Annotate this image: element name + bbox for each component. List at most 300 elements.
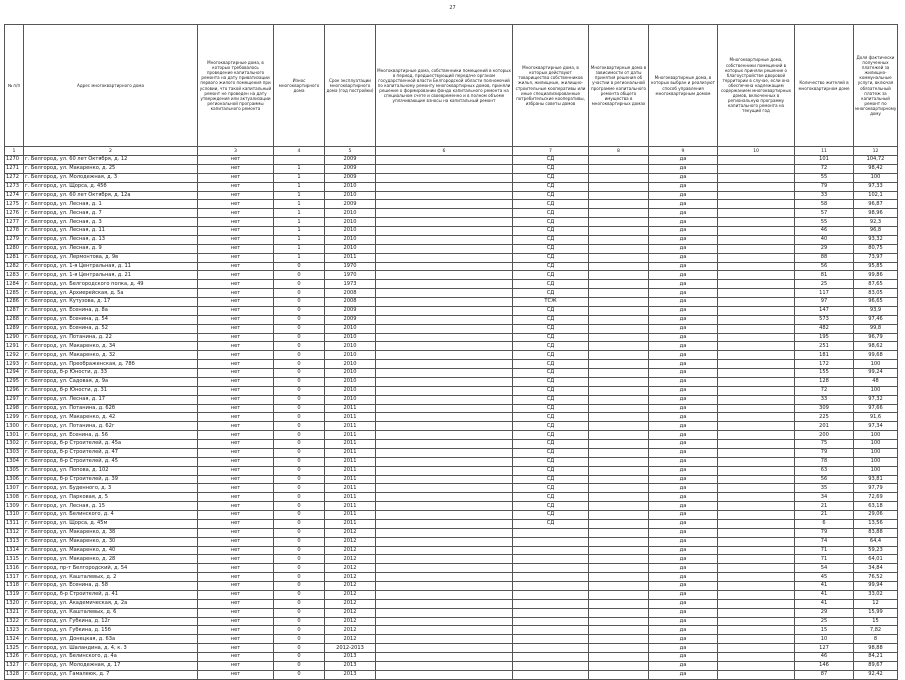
table-cell: да xyxy=(649,191,718,200)
table-cell: да xyxy=(649,235,718,244)
table-cell: 1321 xyxy=(5,608,24,617)
table-cell: 48 xyxy=(854,377,898,386)
table-cell: да xyxy=(649,617,718,626)
table-cell: 41 xyxy=(795,590,854,599)
table-cell: г. Белгород, ул. 1-я Центральная, д. 11 xyxy=(24,262,198,271)
table-cell xyxy=(376,360,513,369)
column-header: Количество жителей в многоквартирном доме xyxy=(795,25,854,147)
table-cell: 2009 xyxy=(325,164,376,173)
table-cell xyxy=(376,440,513,449)
table-cell xyxy=(718,227,795,236)
table-row xyxy=(5,599,898,608)
table-cell: нет xyxy=(198,582,274,591)
table-row xyxy=(5,200,898,209)
table-cell: г. Белгород, ул. Лесная, д. 3 xyxy=(24,218,198,227)
table-cell xyxy=(718,386,795,395)
table-cell xyxy=(589,653,649,662)
table-cell: нет xyxy=(198,164,274,173)
table-cell xyxy=(589,670,649,679)
table-cell: 2010 xyxy=(325,360,376,369)
table-cell xyxy=(718,511,795,520)
table-cell: да xyxy=(649,502,718,511)
table-cell: г. Белгород, ул. 60 лет Октября, д. 12а xyxy=(24,191,198,200)
table-cell: 84,21 xyxy=(854,653,898,662)
table-cell: СД xyxy=(513,244,589,253)
table-cell: да xyxy=(649,306,718,315)
table-cell: 33 xyxy=(795,395,854,404)
table-cell: 1298 xyxy=(5,404,24,413)
table-cell xyxy=(718,200,795,209)
table-cell xyxy=(718,653,795,662)
table-cell xyxy=(376,306,513,315)
table-cell: СД xyxy=(513,395,589,404)
table-cell: 1289 xyxy=(5,324,24,333)
table-cell: да xyxy=(649,546,718,555)
table-cell xyxy=(718,342,795,351)
table-cell xyxy=(376,369,513,378)
table-cell: 98,88 xyxy=(854,644,898,653)
table-cell: нет xyxy=(198,475,274,484)
table-cell: 87,65 xyxy=(854,280,898,289)
column-header: Доля фактически полученных платежей за жилищно-коммунальные услуги, включая обязательный платеж за капитальный ремонт по многоквартирному дому xyxy=(854,25,898,147)
table-cell: 99,24 xyxy=(854,369,898,378)
table-cell xyxy=(718,289,795,298)
table-cell: 96,79 xyxy=(854,333,898,342)
table-cell: г. Белгород, ул. Макаренко, д. 42 xyxy=(24,413,198,422)
table-row xyxy=(5,164,898,173)
table-cell: 2011 xyxy=(325,422,376,431)
table-cell xyxy=(376,413,513,422)
table-cell: 0 xyxy=(274,289,325,298)
table-cell: 1320 xyxy=(5,599,24,608)
table-cell: г. Белгород, ул. Есенина, д. 58 xyxy=(24,582,198,591)
table-cell: нет xyxy=(198,253,274,262)
table-cell: 1306 xyxy=(5,475,24,484)
column-header: № п/п xyxy=(5,25,24,147)
table-row xyxy=(5,377,898,386)
table-cell xyxy=(718,528,795,537)
table-cell: 91,6 xyxy=(854,413,898,422)
table-cell: 2008 xyxy=(325,298,376,307)
table-cell: 1302 xyxy=(5,440,24,449)
table-cell: 97,46 xyxy=(854,315,898,324)
table-cell: 89,67 xyxy=(854,661,898,670)
table-cell: 1 xyxy=(274,164,325,173)
table-cell: да xyxy=(649,608,718,617)
column-header: Многоквартирные дома, в которых требовалось проведение капитального ремонта на дату приватизации первого жилого помещения при условии, что такой капитальный ремонт не проведен на дату утверждения или актуализации региональной программы капитального ремонта xyxy=(198,25,274,147)
table-cell: 0 xyxy=(274,528,325,537)
table-cell: 172 xyxy=(795,360,854,369)
table-cell: 1324 xyxy=(5,635,24,644)
table-cell: СД xyxy=(513,280,589,289)
table-cell: 96,87 xyxy=(854,200,898,209)
table-cell: нет xyxy=(198,466,274,475)
table-cell: да xyxy=(649,351,718,360)
table-cell: 100 xyxy=(854,466,898,475)
table-cell: г. Белгород, ул. Лермонтова, д. 9в xyxy=(24,253,198,262)
table-cell: 46 xyxy=(795,227,854,236)
table-cell xyxy=(589,564,649,573)
table-cell: г. Белгород, б-р Строителей, д. 47 xyxy=(24,448,198,457)
table-cell: нет xyxy=(198,289,274,298)
table-cell: 1308 xyxy=(5,493,24,502)
table-cell xyxy=(513,537,589,546)
table-cell: 573 xyxy=(795,315,854,324)
table-cell: да xyxy=(649,457,718,466)
table-row xyxy=(5,564,898,573)
table-cell: 1282 xyxy=(5,262,24,271)
table-cell xyxy=(589,457,649,466)
table-cell xyxy=(589,626,649,635)
table-cell: ТСЖ xyxy=(513,298,589,307)
table-cell: 56 xyxy=(795,475,854,484)
table-cell: нет xyxy=(198,555,274,564)
table-cell: г. Белгород, б-р Юности, д. 31 xyxy=(24,386,198,395)
table-cell xyxy=(376,404,513,413)
table-cell xyxy=(513,644,589,653)
table-cell: да xyxy=(649,626,718,635)
table-cell: нет xyxy=(198,573,274,582)
table-cell: нет xyxy=(198,493,274,502)
table-cell: нет xyxy=(198,342,274,351)
table-cell: г. Белгород, ул. Макаренко, д. 25 xyxy=(24,164,198,173)
table-cell: да xyxy=(649,271,718,280)
table-cell xyxy=(376,431,513,440)
table-cell: 2010 xyxy=(325,235,376,244)
table-cell: 0 xyxy=(274,466,325,475)
table-cell: нет xyxy=(198,457,274,466)
table-cell xyxy=(718,351,795,360)
table-cell: СД xyxy=(513,253,589,262)
table-cell: 2011 xyxy=(325,502,376,511)
table-cell xyxy=(589,511,649,520)
table-cell: 41 xyxy=(795,599,854,608)
table-cell: 29,06 xyxy=(854,511,898,520)
table-cell: 2012 xyxy=(325,528,376,537)
table-cell: 79 xyxy=(795,182,854,191)
table-cell: нет xyxy=(198,280,274,289)
column-number: 7 xyxy=(513,147,589,156)
table-row xyxy=(5,227,898,236)
table-cell: г. Белгород, ул. Молодежная, д. 17 xyxy=(24,661,198,670)
table-cell xyxy=(589,413,649,422)
table-cell: г. Белгород, ул. Лесная, д. 13 xyxy=(24,235,198,244)
table-cell: СД xyxy=(513,360,589,369)
table-cell: 1 xyxy=(274,209,325,218)
table-cell xyxy=(718,333,795,342)
table-cell: 1322 xyxy=(5,617,24,626)
table-cell: да xyxy=(649,564,718,573)
column-number: 9 xyxy=(649,147,718,156)
table-cell xyxy=(589,173,649,182)
table-row xyxy=(5,182,898,191)
column-number: 4 xyxy=(274,147,325,156)
table-cell xyxy=(376,484,513,493)
table-row xyxy=(5,617,898,626)
table-cell: СД xyxy=(513,404,589,413)
table-row xyxy=(5,173,898,182)
table-cell: да xyxy=(649,244,718,253)
table-cell: 2011 xyxy=(325,413,376,422)
table-row xyxy=(5,422,898,431)
table-cell: 2009 xyxy=(325,173,376,182)
table-row xyxy=(5,404,898,413)
table-cell xyxy=(513,626,589,635)
table-cell: 99,94 xyxy=(854,582,898,591)
table-cell: 1307 xyxy=(5,484,24,493)
table-cell: 201 xyxy=(795,422,854,431)
table-cell: да xyxy=(649,590,718,599)
table-cell: нет xyxy=(198,244,274,253)
table-cell: г. Белгород, ул. Белгородского полка, д. 49 xyxy=(24,280,198,289)
table-row xyxy=(5,235,898,244)
table-cell: 8 xyxy=(854,635,898,644)
column-header: Многоквартирные дома в зависимости от даты принятия решения об участии в региональной программе капитального ремонта общего имущества в многоквартирных домах xyxy=(589,25,649,147)
column-number: 11 xyxy=(795,147,854,156)
table-cell: СД xyxy=(513,493,589,502)
table-cell: 0 xyxy=(274,546,325,555)
table-cell: 0 xyxy=(274,502,325,511)
table-cell xyxy=(589,342,649,351)
table-cell: 1293 xyxy=(5,360,24,369)
table-cell xyxy=(718,493,795,502)
table-cell: 1286 xyxy=(5,298,24,307)
table-cell: да xyxy=(649,164,718,173)
table-cell: 1 xyxy=(274,235,325,244)
table-cell: г. Белгород, ул. Макаренко, д. 34 xyxy=(24,342,198,351)
table-cell: нет xyxy=(198,440,274,449)
table-cell: нет xyxy=(198,395,274,404)
table-row xyxy=(5,360,898,369)
table-cell: да xyxy=(649,227,718,236)
table-cell xyxy=(376,289,513,298)
table-row xyxy=(5,555,898,564)
table-cell xyxy=(718,404,795,413)
table-cell xyxy=(589,502,649,511)
table-cell: СД xyxy=(513,431,589,440)
table-cell: 96,65 xyxy=(854,298,898,307)
table-row xyxy=(5,271,898,280)
table-cell: нет xyxy=(198,227,274,236)
table-cell: да xyxy=(649,280,718,289)
table-cell: г. Белгород, б-р Строителей, д. 39 xyxy=(24,475,198,484)
table-cell: 0 xyxy=(274,555,325,564)
table-cell: 1288 xyxy=(5,315,24,324)
table-cell: 2013 xyxy=(325,670,376,679)
table-cell xyxy=(718,670,795,679)
table-cell: 1 xyxy=(274,191,325,200)
table-cell: 147 xyxy=(795,306,854,315)
table-cell: нет xyxy=(198,599,274,608)
table-cell: 0 xyxy=(274,573,325,582)
table-cell: 0 xyxy=(274,431,325,440)
column-header: Многоквартирные дома, собственники помещений в которых в период, предшествующий передаче органам государственной власти Белгородской области полномочий по капитальному ремонту многоквартирных домов, приняли решение о формировании фонда капитального ремонта на специальном счете и своевременно и в полном объеме уплачивающие взносы на капитальный ремонт xyxy=(376,25,513,147)
table-cell xyxy=(718,280,795,289)
table-cell xyxy=(513,590,589,599)
table-cell: 56 xyxy=(795,262,854,271)
table-cell: 2012 xyxy=(325,537,376,546)
table-cell xyxy=(376,590,513,599)
table-cell: 0 xyxy=(274,351,325,360)
table-cell: 1 xyxy=(274,200,325,209)
table-cell xyxy=(718,582,795,591)
table-cell: 2010 xyxy=(325,386,376,395)
table-cell: да xyxy=(649,484,718,493)
table-cell: 1291 xyxy=(5,342,24,351)
table-cell: г. Белгород, ул. Лесная, д. 1 xyxy=(24,200,198,209)
table-cell: 1305 xyxy=(5,466,24,475)
table-cell xyxy=(589,262,649,271)
table-cell xyxy=(589,590,649,599)
table-row xyxy=(5,608,898,617)
table-cell xyxy=(718,635,795,644)
table-cell xyxy=(376,528,513,537)
table-cell: 57 xyxy=(795,209,854,218)
table-cell: 1280 xyxy=(5,244,24,253)
table-cell: 2008 xyxy=(325,289,376,298)
table-cell xyxy=(718,457,795,466)
table-cell xyxy=(718,235,795,244)
table-cell xyxy=(513,670,589,679)
table-cell xyxy=(718,306,795,315)
table-cell: 2011 xyxy=(325,511,376,520)
table-cell: нет xyxy=(198,484,274,493)
table-cell: 100 xyxy=(854,457,898,466)
table-cell: 2010 xyxy=(325,351,376,360)
table-cell xyxy=(376,511,513,520)
table-cell xyxy=(513,528,589,537)
table-cell: 1318 xyxy=(5,582,24,591)
table-cell: 1294 xyxy=(5,369,24,378)
table-cell xyxy=(376,386,513,395)
table-cell: 0 xyxy=(274,457,325,466)
table-cell: нет xyxy=(198,502,274,511)
table-cell: г. Белгород, ул. Щорса, д. 45б xyxy=(24,182,198,191)
table-cell: да xyxy=(649,670,718,679)
column-number: 2 xyxy=(24,147,198,156)
table-cell: 78 xyxy=(795,457,854,466)
table-cell: да xyxy=(649,635,718,644)
table-cell: нет xyxy=(198,209,274,218)
table-cell: г. Белгород, ул. Лесная, д. 9 xyxy=(24,244,198,253)
table-cell xyxy=(589,519,649,528)
table-cell: 2009 xyxy=(325,156,376,165)
table-cell: нет xyxy=(198,653,274,662)
table-cell: 1278 xyxy=(5,227,24,236)
table-cell: г. Белгород, ул. Белинского, д. 4 xyxy=(24,511,198,520)
table-cell xyxy=(376,582,513,591)
table-cell xyxy=(376,164,513,173)
table-cell: г. Белгород, ул. Кашталевых, д. 2 xyxy=(24,573,198,582)
table-cell: 41 xyxy=(795,582,854,591)
table-cell: г. Белгород, ул. Потанина, д. 22 xyxy=(24,333,198,342)
table-cell xyxy=(589,466,649,475)
table-cell: 225 xyxy=(795,413,854,422)
table-cell: СД xyxy=(513,440,589,449)
table-cell: 128 xyxy=(795,377,854,386)
column-header: Многоквартирные дома, в которых действуют товарищества собственников жилья, жилищные, жилищно-строительные кооперативы или иные специализированные потребительские кооперативы, избраны советы домов xyxy=(513,25,589,147)
table-cell: да xyxy=(649,315,718,324)
table-cell xyxy=(589,582,649,591)
table-row xyxy=(5,342,898,351)
table-cell xyxy=(589,271,649,280)
table-cell xyxy=(718,466,795,475)
table-cell: 2012 xyxy=(325,555,376,564)
table-row xyxy=(5,413,898,422)
table-cell: 1277 xyxy=(5,218,24,227)
table-cell: г. Белгород, ул. Лесная, д. 17 xyxy=(24,395,198,404)
table-row xyxy=(5,448,898,457)
table-cell xyxy=(589,244,649,253)
table-cell: 146 xyxy=(795,661,854,670)
table-cell: СД xyxy=(513,289,589,298)
table-cell: 72,69 xyxy=(854,493,898,502)
table-cell: 15 xyxy=(795,626,854,635)
table-cell: г. Белгород, ул. Кашталевых, д. 6 xyxy=(24,608,198,617)
table-cell: 1287 xyxy=(5,306,24,315)
table-cell: СД xyxy=(513,475,589,484)
table-cell xyxy=(376,324,513,333)
table-cell: 2009 xyxy=(325,315,376,324)
table-cell xyxy=(718,271,795,280)
table-cell: да xyxy=(649,289,718,298)
table-cell: нет xyxy=(198,377,274,386)
table-cell: СД xyxy=(513,342,589,351)
table-cell: г. Белгород, ул. Щорса, д. 45м xyxy=(24,519,198,528)
table-cell: СД xyxy=(513,502,589,511)
table-cell: СД xyxy=(513,413,589,422)
table-cell: 81 xyxy=(795,271,854,280)
table-cell: СД xyxy=(513,262,589,271)
table-cell: нет xyxy=(198,360,274,369)
table-cell: г. Белгород, ул. Потанина, д. 62б xyxy=(24,404,198,413)
table-cell xyxy=(589,617,649,626)
table-cell: 33 xyxy=(795,191,854,200)
table-cell: нет xyxy=(198,528,274,537)
table-cell xyxy=(589,209,649,218)
table-cell: СД xyxy=(513,333,589,342)
table-cell: нет xyxy=(198,200,274,209)
table-cell xyxy=(513,573,589,582)
table-cell: да xyxy=(649,466,718,475)
table-cell: 0 xyxy=(274,484,325,493)
table-cell: 155 xyxy=(795,369,854,378)
table-cell xyxy=(376,653,513,662)
table-cell: 2012 xyxy=(325,590,376,599)
table-cell: нет xyxy=(198,413,274,422)
table-row xyxy=(5,653,898,662)
table-cell: 34,84 xyxy=(854,564,898,573)
table-cell: 33,02 xyxy=(854,590,898,599)
table-cell: СД xyxy=(513,369,589,378)
table-cell xyxy=(718,253,795,262)
table-cell: 1279 xyxy=(5,235,24,244)
table-cell xyxy=(589,200,649,209)
table-cell: нет xyxy=(198,191,274,200)
table-cell: 2009 xyxy=(325,306,376,315)
page-number: 27 xyxy=(449,5,456,11)
table-cell: СД xyxy=(513,351,589,360)
table-cell xyxy=(589,599,649,608)
table-row xyxy=(5,457,898,466)
table-cell xyxy=(513,582,589,591)
table-cell: 1314 xyxy=(5,546,24,555)
table-cell xyxy=(589,360,649,369)
table-cell: 181 xyxy=(795,351,854,360)
table-cell xyxy=(589,422,649,431)
table-cell xyxy=(376,244,513,253)
table-cell: 0 xyxy=(274,315,325,324)
